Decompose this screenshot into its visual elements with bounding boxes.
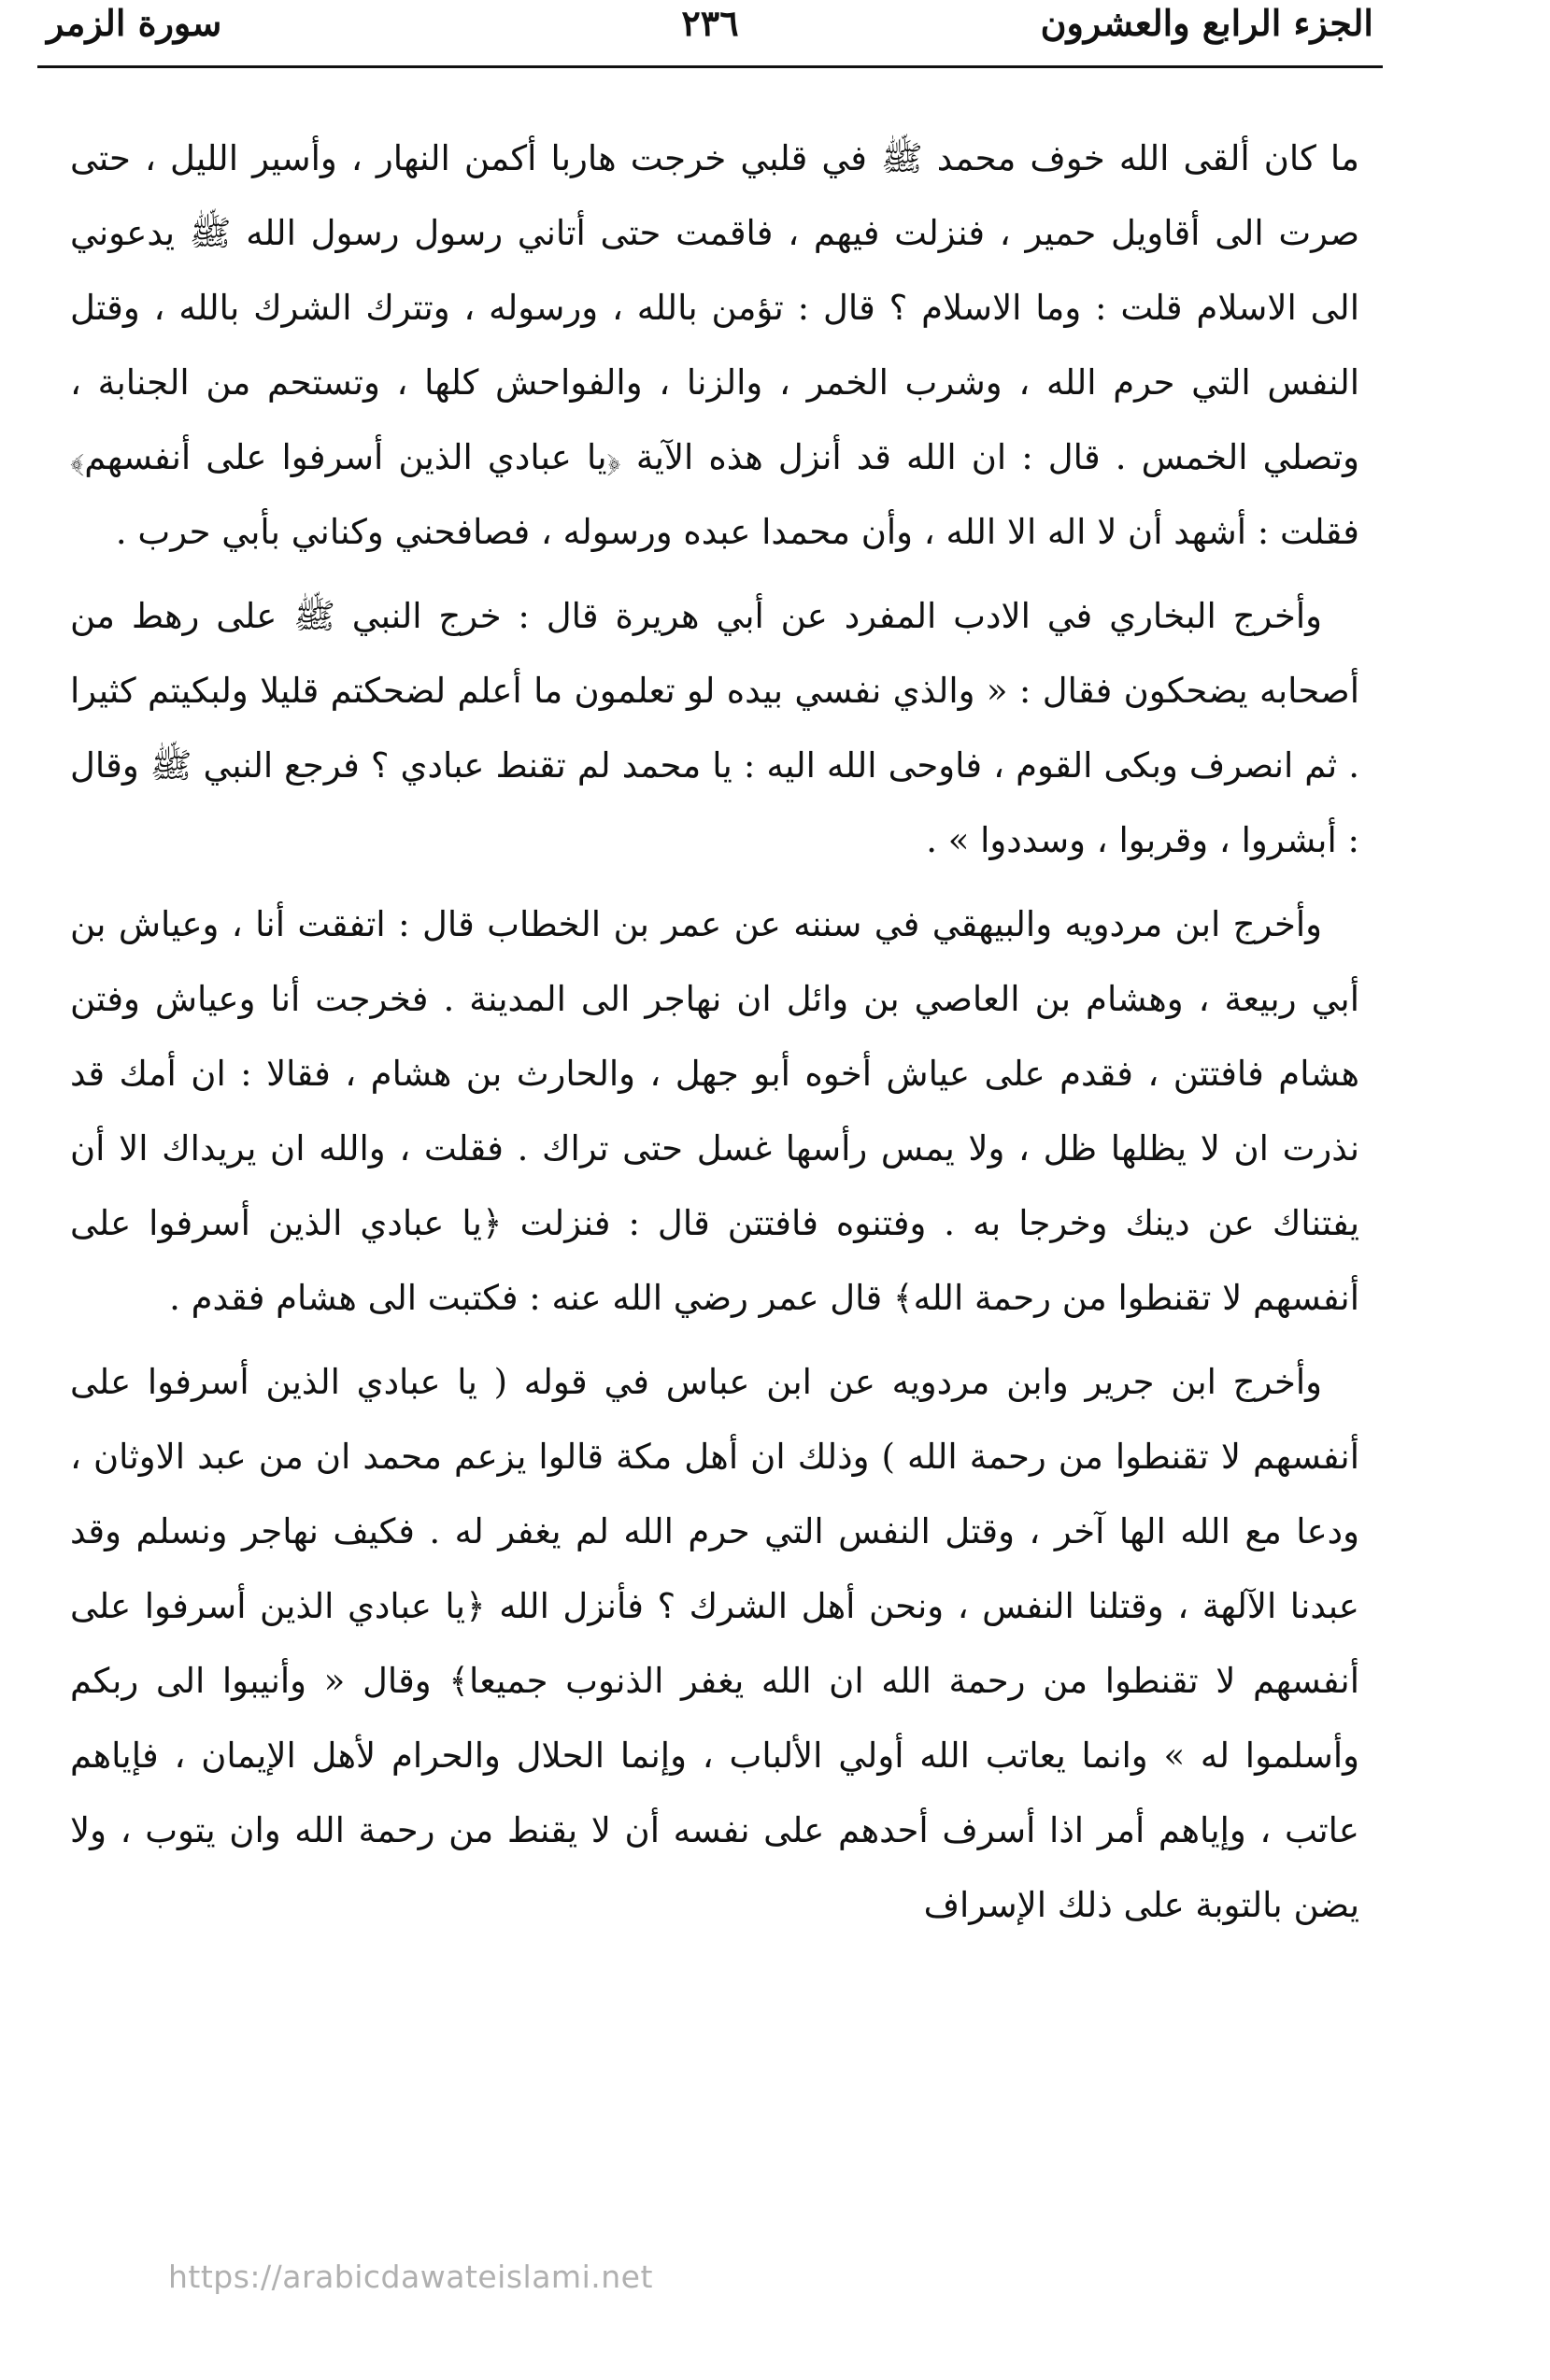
surah-title: سورة الزمر [47,2,222,44]
page-number: ٢٣٦ [681,2,739,44]
watermark-url: https://arabicdawateislami.net [168,2259,653,2295]
paragraph-4: وأخرج ابن جرير وابن مردويه عن ابن عباس في قوله ( يا عبادي الذين أسرفوا على أنفسهم لا تقنطوا من رحمة الله ) وذلك ان أهل مكة قالوا يزعم محمد ان من عبد الاوثان ، ودعا مع الله الها آخر ، وقتل النفس التي حرم الله لم يغفر له . فكيف نهاجر ونسلم وقد عبدنا الآلهة ، وقتلنا النفس ، ونحن أهل الشرك ؟ فأنزل الله ﴿يا عبادي الذين أسرفوا على أنفسهم لا تقنطوا من رحمة الله ان الله يغفر الذنوب جميعا﴾ وقال « وأنيبوا الى ربكم وأسلموا له » وانما يعاتب الله أولي الألباب ، وإنما الحلال والحرام لأهل الإيمان ، فإياهم عاتب ، وإياهم أمر اذا أسرف أحدهم على نفسه أن لا يقنط من رحمة الله وان يتوب ، ولا يضن بالتوبة على ذلك الإسراف [70,1362,1359,1925]
paragraph-3: وأخرج ابن مردويه والبيهقي في سننه عن عمر بن الخطاب قال : اتفقت أنا ، وعياش بن أبي ربيعة ، وهشام بن العاصي بن وائل ان نهاجر الى المدينة . فخرجت أنا وعياش وفتن هشام فافتتن ، فقدم على عياش أخوه أبو جهل ، والحارث بن هشام ، فقالا : ان أمك قد نذرت ان لا يظلها ظل ، ولا يمس رأسها غسل حتى تراك . فقلت ، والله ان يريداك الا أن يفتناك عن دينك وخرجا به . وفتنوه فافتتن قال : فنزلت ﴿يا عبادي الذين أسرفوا على أنفسهم لا تقنطوا من رحمة الله﴾ قال عمر رضي الله عنه : فكتبت الى هشام فقدم . [70,904,1359,1318]
part-title: الجزء الرابع والعشرون [1040,2,1373,44]
page-body [70,121,1359,1943]
page-header [47,0,1373,58]
paragraph-2: وأخرج البخاري في الادب المفرد عن أبي هريرة قال : خرج النبي ﷺ على رهط من أصحابه يضحكون فقال : « والذي نفسي بيده لو تعلمون ما أعلم لضحكتم قليلا ولبكيتم كثيرا . ثم انصرف وبكى القوم ، فاوحى الله اليه : يا محمد لم تقنط عبادي ؟ فرجع النبي ﷺ وقال : أبشروا ، وقربوا ، وسددوا » . [70,596,1359,860]
paragraph-1: ما كان ألقى الله خوف محمد ﷺ في قلبي خرجت هاربا أكمن النهار ، وأسير الليل ، حتى صرت الى أقاويل حمير ، فنزلت فيهم ، فاقمت حتى أتاني رسول رسول الله ﷺ يدعوني الى الاسلام قلت : وما الاسلام ؟ قال : تؤمن بالله ، ورسوله ، وتترك الشرك بالله ، وقتل النفس التي حرم الله ، وشرب الخمر ، والزنا ، والفواحش كلها ، وتستحم من الجنابة ، وتصلي الخمس . قال : ان الله قد أنزل هذه الآية ﴿يا عبادي الذين أسرفوا على أنفسهم﴾ فقلت : أشهد أن لا اله الا الله ، وأن محمدا عبده ورسوله ، فصافحني وكناني بأبي حرب . [70,138,1359,552]
header-divider [37,65,1383,68]
